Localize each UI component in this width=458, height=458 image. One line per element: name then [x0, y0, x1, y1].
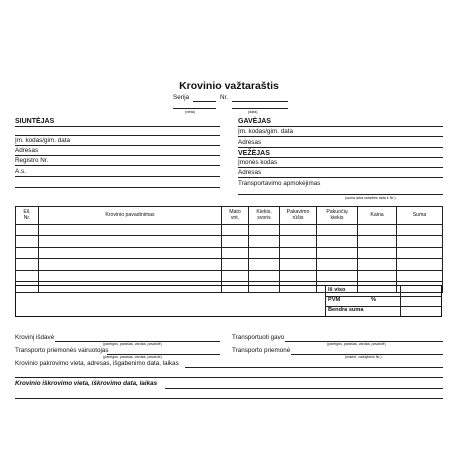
nr-field[interactable]: [232, 101, 288, 102]
sender-name-line-2[interactable]: [15, 135, 220, 136]
document-title: Krovinio važtaraštis: [179, 80, 279, 92]
goods-cell[interactable]: [358, 270, 397, 281]
sender-heading: SIUNTĖJAS: [15, 118, 55, 125]
sender-account-label: A.s.: [15, 168, 26, 175]
goods-cell[interactable]: [397, 247, 443, 258]
goods-row: [16, 247, 443, 258]
goods-cell[interactable]: [16, 259, 39, 270]
goods-cell[interactable]: [249, 259, 280, 270]
goods-cell[interactable]: [280, 259, 317, 270]
pvm-value[interactable]: [401, 296, 441, 305]
goods-cell[interactable]: [39, 247, 222, 258]
goods-cell[interactable]: [317, 247, 358, 258]
goods-cell[interactable]: [249, 247, 280, 258]
receiver-code-label: Įm. kodas/gim. data: [238, 128, 293, 135]
goods-cell[interactable]: [280, 247, 317, 258]
carrier-code-field[interactable]: [238, 167, 443, 168]
goods-cell[interactable]: [358, 225, 397, 236]
goods-cell[interactable]: [280, 270, 317, 281]
nr-label: Nr.: [220, 94, 229, 101]
sender-address-label: Adresas: [15, 147, 39, 154]
loading-field[interactable]: [185, 367, 443, 368]
driver-label: Transporto priemonės vairuotojas: [15, 347, 109, 354]
sender-extra-line[interactable]: [15, 187, 220, 188]
goods-cell[interactable]: [249, 225, 280, 236]
carrier-payment-label: Transportavimo apmokėjimas: [238, 180, 321, 187]
goods-cell[interactable]: [222, 236, 249, 247]
goods-cell[interactable]: [16, 236, 39, 247]
receiver-address-label: Adresas: [238, 139, 262, 146]
goods-cell[interactable]: [317, 225, 358, 236]
goods-cell[interactable]: [222, 259, 249, 270]
vehicle-hint: (markė, valstybinis Nr.): [345, 355, 382, 359]
goods-cell[interactable]: [317, 270, 358, 281]
unloading-field-2[interactable]: [15, 398, 443, 399]
bendra-suma-label: Bendra suma: [328, 307, 364, 313]
goods-cell[interactable]: [397, 259, 443, 270]
goods-table-header: [16, 207, 443, 225]
goods-cell[interactable]: [397, 225, 443, 236]
goods-cell[interactable]: [222, 225, 249, 236]
carrier-payment-field[interactable]: [238, 194, 443, 195]
goods-cell[interactable]: [16, 270, 39, 281]
goods-row: [16, 259, 443, 270]
pvm-label: PVM: [328, 297, 341, 303]
goods-cell[interactable]: [317, 236, 358, 247]
serija-label: Serija: [173, 94, 190, 101]
carrier-address-field[interactable]: [238, 177, 443, 178]
col-suma: Suma: [397, 207, 443, 225]
pvm-percent: %: [371, 297, 376, 303]
goods-cell[interactable]: [280, 225, 317, 236]
goods-cell[interactable]: [397, 236, 443, 247]
sender-code-label: Įm. kodas/gim. data: [15, 137, 70, 144]
goods-cell[interactable]: [39, 270, 222, 281]
goods-cell[interactable]: [317, 259, 358, 270]
place-field[interactable]: [173, 108, 216, 109]
col-pavadinimas: Krovinio pavadinimas: [39, 207, 222, 225]
goods-cell[interactable]: [16, 225, 39, 236]
sender-registry-label: Registro Nr.: [15, 157, 49, 164]
goods-cell[interactable]: [249, 236, 280, 247]
goods-cell[interactable]: [39, 259, 222, 270]
goods-row: [16, 236, 443, 247]
receiver-code-field[interactable]: [238, 136, 443, 137]
totals-block: [15, 285, 442, 317]
col-pakavimo: Pakavimo rūšis: [280, 207, 317, 225]
carrier-code-label: Įmonės kodas: [238, 159, 278, 166]
unloading-label: Krovinio iškrovimo vieta, iškrovimo data, laikas: [15, 380, 158, 387]
loading-field-2[interactable]: [15, 377, 443, 378]
carrier-name-line[interactable]: [238, 157, 443, 158]
date-field[interactable]: [232, 108, 288, 109]
data-hint: (data): [248, 110, 258, 114]
receiver-name-line[interactable]: [238, 126, 443, 127]
goods-cell[interactable]: [280, 236, 317, 247]
goods-cell[interactable]: [358, 259, 397, 270]
goods-row: [16, 270, 443, 281]
goods-cell[interactable]: [358, 247, 397, 258]
gavo-hint: (pareigos, parašas, vardas, pavardė): [327, 342, 386, 346]
sender-address-field[interactable]: [15, 155, 220, 156]
isdave-hint: (pareigos, parašas, vardas, pavardė): [103, 342, 162, 346]
serija-field[interactable]: [193, 101, 216, 102]
vieta-hint: (vieta): [185, 110, 195, 114]
is-viso-value[interactable]: [401, 286, 441, 295]
col-mato-vnt: Mato vnt.: [222, 207, 249, 225]
goods-cell[interactable]: [222, 270, 249, 281]
goods-table: [15, 206, 443, 293]
col-eil-nr: Eil. Nr.: [16, 207, 39, 225]
goods-row: [16, 225, 443, 236]
loading-label: Krovinio pakrovimo vieta, adresas, išgabenimo data, laikas: [15, 360, 179, 367]
driver-hint: (pareigos, parašas, vardas, pavardė): [103, 355, 162, 359]
goods-cell[interactable]: [222, 247, 249, 258]
receiver-heading: GAVĖJAS: [238, 118, 271, 125]
goods-cell[interactable]: [39, 225, 222, 236]
col-pakuociu: Pakuočių kiekis: [317, 207, 358, 225]
sender-registry-field[interactable]: [15, 165, 220, 166]
goods-cell[interactable]: [397, 270, 443, 281]
payment-hint: (suma arba sutarties data ir Nr.): [345, 196, 396, 200]
is-viso-label: Iš viso: [328, 287, 346, 293]
goods-cell[interactable]: [358, 236, 397, 247]
sender-code-field[interactable]: [15, 145, 220, 146]
isdave-label: Krovinį išdavė: [15, 334, 55, 341]
sender-account-field[interactable]: [15, 176, 220, 177]
gavo-label: Transportuoti gavo: [232, 334, 285, 341]
goods-cell[interactable]: [39, 236, 222, 247]
col-kiekis: Kiekis, svoris: [249, 207, 280, 225]
unloading-field[interactable]: [165, 388, 443, 389]
goods-cell[interactable]: [16, 247, 39, 258]
goods-cell[interactable]: [249, 270, 280, 281]
carrier-address-label: Adresas: [238, 169, 262, 176]
vehicle-label: Transporto priemonė: [232, 347, 291, 354]
bendra-suma-value[interactable]: [401, 306, 441, 316]
carrier-heading: VEŽĖJAS: [238, 150, 270, 157]
receiver-address-field[interactable]: [238, 147, 443, 148]
col-kaina: Kaina: [358, 207, 397, 225]
sender-name-line[interactable]: [15, 126, 220, 127]
